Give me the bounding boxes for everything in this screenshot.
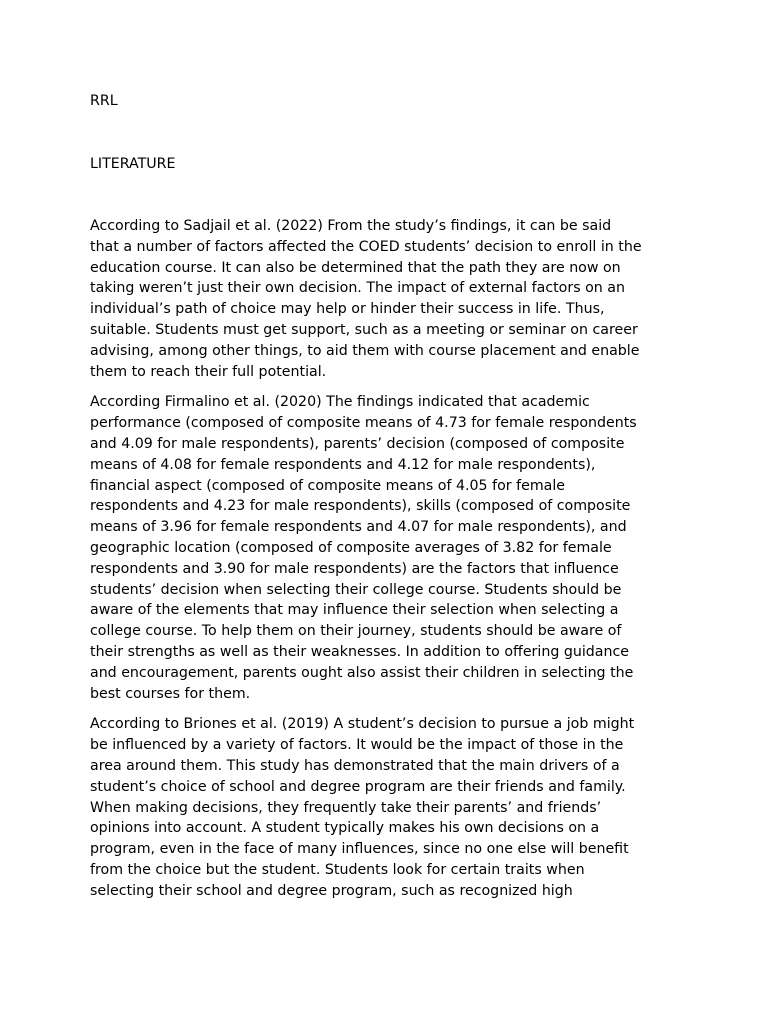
text-line: When making decisions, they frequently take their parents’ and friends’ xyxy=(90,799,602,816)
text-line: college course. To help them on their journey, students should be aware of xyxy=(90,623,622,640)
text-line: education course. It can also be determined that the path they are now on xyxy=(90,259,621,276)
text-line: student’s choice of school and degree program are their friends and family. xyxy=(90,778,626,795)
document-body xyxy=(90,216,690,912)
text-line: aware of the elements that may influence their selection when selecting a xyxy=(90,602,619,619)
document-title: RRL xyxy=(90,93,118,109)
text-line: selecting their school and degree program, such as recognized high xyxy=(90,882,573,899)
text-line: suitable. Students must get support, such as a meeting or seminar on career xyxy=(90,321,638,338)
text-line: respondents and 3.90 for male respondents) are the factors that influence xyxy=(90,560,619,577)
text-line: individual’s path of choice may help or hinder their success in life. Thus, xyxy=(90,301,605,318)
paragraph-sadjail xyxy=(90,216,690,382)
text-line: respondents and 4.23 for male respondents), skills (composed of composite xyxy=(90,498,631,515)
text-line: According to Briones et al. (2019) A student’s decision to pursue a job might xyxy=(90,716,635,733)
section-heading: LITERATURE xyxy=(90,156,176,172)
text-line: program, even in the face of many influences, since no one else will benefit xyxy=(90,841,629,858)
text-line: and encouragement, parents ought also assist their children in selecting the xyxy=(90,664,634,681)
text-line: geographic location (composed of composite averages of 3.82 for female xyxy=(90,539,612,556)
text-line: them to reach their full potential. xyxy=(90,363,327,380)
text-line: best courses for them. xyxy=(90,685,251,702)
text-line: students’ decision when selecting their college course. Students should be xyxy=(90,581,622,598)
text-line: and 4.09 for male respondents), parents’ decision (composed of composite xyxy=(90,435,625,452)
text-line: According to Sadjail et al. (2022) From the study’s findings, it can be said xyxy=(90,218,612,234)
text-line: means of 3.96 for female respondents and 4.07 for male respondents), and xyxy=(90,519,627,536)
text-line: taking weren’t just their own decision. The impact of external factors on an xyxy=(90,280,625,297)
text-line: that a number of factors affected the COED students’ decision to enroll in the xyxy=(90,238,642,255)
paragraph-firmalino xyxy=(90,392,690,704)
text-line: According Firmalino et al. (2020) The findings indicated that academic xyxy=(90,394,590,411)
text-line: advising, among other things, to aid them with course placement and enable xyxy=(90,342,640,359)
paragraph-briones xyxy=(90,714,690,901)
text-line: area around them. This study has demonstrated that the main drivers of a xyxy=(90,757,620,774)
text-line: means of 4.08 for female respondents and 4.12 for male respondents), xyxy=(90,456,596,473)
text-line: from the choice but the student. Students look for certain traits when xyxy=(90,861,585,878)
text-line: opinions into account. A student typically makes his own decisions on a xyxy=(90,820,600,837)
text-line: their strengths as well as their weaknesses. In addition to offering guidance xyxy=(90,643,629,660)
text-line: performance (composed of composite means of 4.73 for female respondents xyxy=(90,415,637,432)
text-line: financial aspect (composed of composite means of 4.05 for female xyxy=(90,477,566,494)
text-line: be influenced by a variety of factors. It would be the impact of those in the xyxy=(90,737,624,754)
